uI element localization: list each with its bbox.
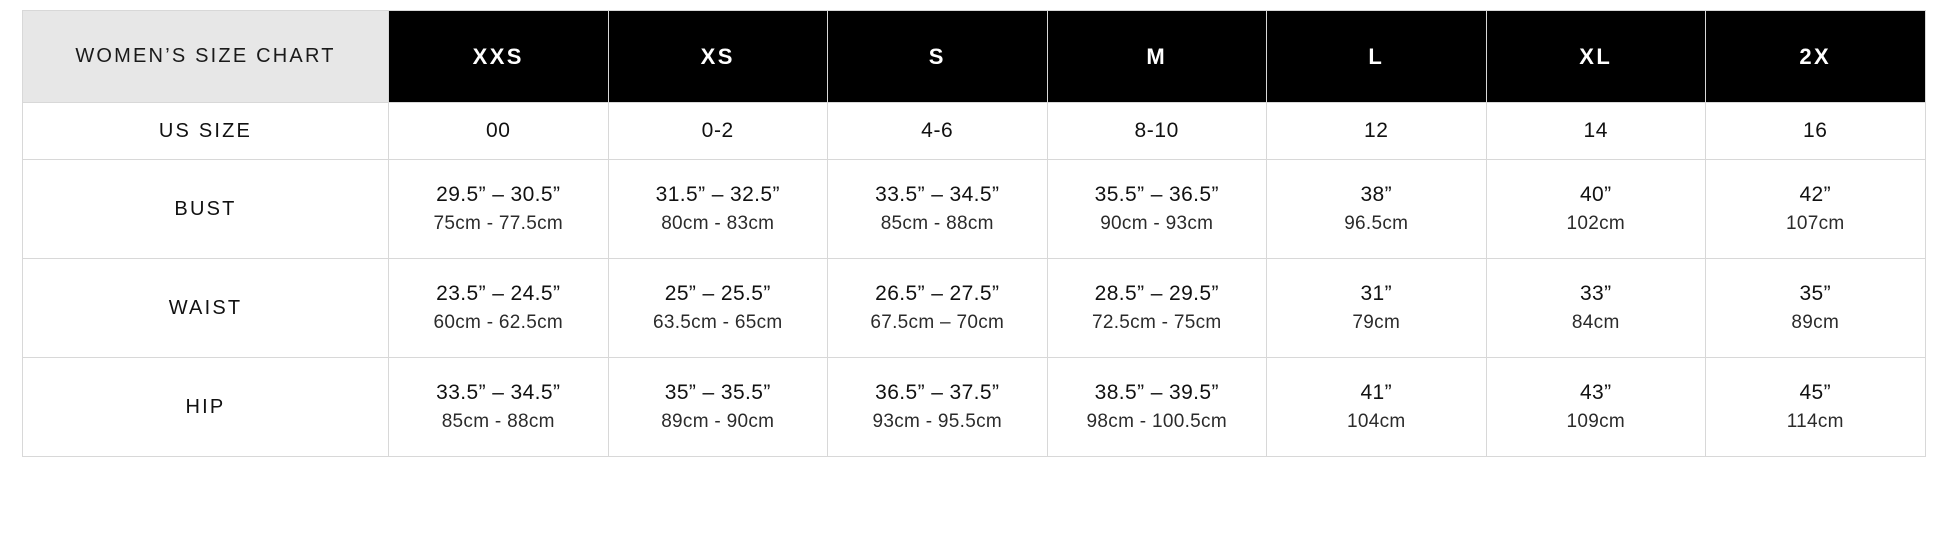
bust-2x — [1706, 160, 1926, 259]
waist-xxs-inches: 23.5” – 24.5” — [436, 282, 561, 305]
bust-2x-inches: 42” — [1799, 183, 1832, 206]
hip-xxs-cm: 85cm - 88cm — [441, 411, 555, 433]
size-header-xxs: XXS — [389, 11, 609, 103]
row-label-us-size: US SIZE — [23, 103, 389, 160]
waist-l-cm: 79cm — [1352, 312, 1401, 334]
bust-l — [1267, 160, 1487, 259]
waist-l — [1267, 259, 1487, 358]
bust-xl-cm: 102cm — [1566, 213, 1626, 235]
table-header-row — [23, 11, 1926, 103]
bust-m-cm: 90cm - 93cm — [1100, 213, 1214, 235]
bust-l-inches: 38” — [1360, 183, 1393, 206]
us-size-m: 8-10 — [1047, 103, 1267, 160]
size-header-s: S — [828, 11, 1048, 103]
row-label-waist: WAIST — [23, 259, 389, 358]
size-header-2x: 2X — [1706, 11, 1926, 103]
hip-xs-cm: 89cm - 90cm — [661, 411, 775, 433]
size-header-xs: XS — [608, 11, 828, 103]
bust-xs-cm: 80cm - 83cm — [661, 213, 775, 235]
us-size-l: 12 — [1267, 103, 1487, 160]
waist-2x — [1706, 259, 1926, 358]
waist-xs — [608, 259, 828, 358]
row-label-bust: BUST — [23, 160, 389, 259]
bust-xl — [1486, 160, 1706, 259]
hip-s-inches: 36.5” – 37.5” — [875, 381, 1000, 404]
waist-xxs — [389, 259, 609, 358]
hip-xxs — [389, 358, 609, 457]
bust-xs-inches: 31.5” – 32.5” — [655, 183, 780, 206]
table-row-hip — [23, 358, 1926, 457]
hip-xs — [608, 358, 828, 457]
table-row-bust — [23, 160, 1926, 259]
waist-m — [1047, 259, 1267, 358]
us-size-xxs: 00 — [389, 103, 609, 160]
waist-m-inches: 28.5” – 29.5” — [1094, 282, 1219, 305]
bust-xxs-cm: 75cm - 77.5cm — [433, 213, 564, 235]
table-row-us-size — [23, 103, 1926, 160]
hip-s-cm: 93cm - 95.5cm — [872, 411, 1003, 433]
waist-s-inches: 26.5” – 27.5” — [875, 282, 1000, 305]
waist-xl-inches: 33” — [1579, 282, 1612, 305]
bust-l-cm: 96.5cm — [1344, 213, 1409, 235]
hip-xxs-inches: 33.5” – 34.5” — [436, 381, 561, 404]
us-size-xl: 14 — [1486, 103, 1706, 160]
waist-s — [828, 259, 1048, 358]
waist-xs-cm: 63.5cm - 65cm — [652, 312, 783, 334]
row-label-hip: HIP — [23, 358, 389, 457]
us-size-2x: 16 — [1706, 103, 1926, 160]
hip-m-inches: 38.5” – 39.5” — [1094, 381, 1219, 404]
waist-xs-inches: 25” – 25.5” — [664, 282, 771, 305]
us-size-xs: 0-2 — [608, 103, 828, 160]
hip-xl — [1486, 358, 1706, 457]
table-row-waist — [23, 259, 1926, 358]
waist-xxs-cm: 60cm - 62.5cm — [433, 312, 564, 334]
hip-s — [828, 358, 1048, 457]
bust-2x-cm: 107cm — [1785, 213, 1845, 235]
bust-xxs-inches: 29.5” – 30.5” — [436, 183, 561, 206]
hip-2x-cm: 114cm — [1786, 411, 1844, 433]
hip-l-inches: 41” — [1360, 381, 1393, 404]
bust-xs — [608, 160, 828, 259]
waist-2x-inches: 35” — [1799, 282, 1832, 305]
hip-m — [1047, 358, 1267, 457]
bust-s-cm: 85cm - 88cm — [880, 213, 994, 235]
hip-xs-inches: 35” – 35.5” — [664, 381, 771, 404]
womens-size-chart-table — [22, 10, 1926, 457]
hip-xl-cm: 109cm — [1566, 411, 1626, 433]
size-header-l: L — [1267, 11, 1487, 103]
us-size-s: 4-6 — [828, 103, 1048, 160]
hip-2x-inches: 45” — [1799, 381, 1832, 404]
hip-m-cm: 98cm - 100.5cm — [1086, 411, 1227, 433]
waist-xl-cm: 84cm — [1571, 312, 1620, 334]
hip-l-cm: 104cm — [1346, 411, 1406, 433]
size-header-m: M — [1047, 11, 1267, 103]
bust-m — [1047, 160, 1267, 259]
waist-m-cm: 72.5cm - 75cm — [1091, 312, 1222, 334]
size-header-xl: XL — [1486, 11, 1706, 103]
hip-2x — [1706, 358, 1926, 457]
chart-title: WOMEN’S SIZE CHART — [23, 11, 389, 103]
hip-xl-inches: 43” — [1579, 381, 1612, 404]
waist-xl — [1486, 259, 1706, 358]
bust-m-inches: 35.5” – 36.5” — [1094, 183, 1219, 206]
hip-l — [1267, 358, 1487, 457]
waist-s-cm: 67.5cm – 70cm — [870, 312, 1005, 334]
bust-s — [828, 160, 1048, 259]
waist-l-inches: 31” — [1360, 282, 1393, 305]
bust-xxs — [389, 160, 609, 259]
bust-xl-inches: 40” — [1579, 183, 1612, 206]
waist-2x-cm: 89cm — [1791, 312, 1840, 334]
bust-s-inches: 33.5” – 34.5” — [875, 183, 1000, 206]
